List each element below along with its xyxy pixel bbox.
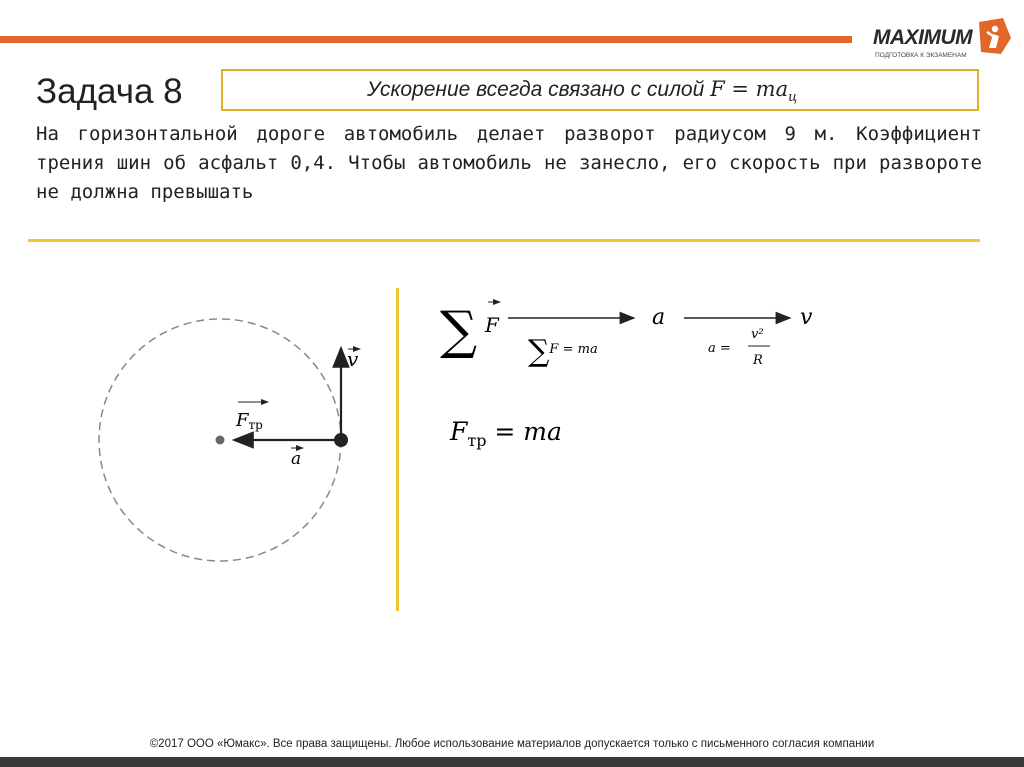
copyright-footer: ©2017 ООО «Юмакс». Все права защищены. Любое использование материалов допускается только с письменного согласия компании [149, 738, 875, 750]
key-formula-text: Ускорение всегда связано с силой [367, 78, 705, 101]
centripetal-numerator: v² [751, 327, 764, 342]
friction-equation: $F_{тр}$ = ma [450, 417, 562, 450]
logo-subtitle: ПОДГОТОВКА К ЭКЗАМЕНАМ [875, 52, 967, 59]
problem-statement: На горизонтальной дороге автомобиль делает разворот радиусом 9 м. Коэффициент трения шин об асфальт 0,4. Чтобы автомобиль не занесло, его скорость при развороте не должна превышать [36, 123, 982, 203]
velocity-symbol: v [800, 305, 813, 330]
centripetal-lhs: a = [708, 341, 731, 356]
acceleration-label: a [291, 449, 302, 469]
turn-center-point [216, 436, 225, 445]
slide-title: Задача 8 [36, 72, 183, 111]
key-formula-subscript: ц [788, 90, 798, 106]
accel-symbol: a [652, 305, 666, 330]
centripetal-denominator: R [753, 353, 763, 368]
bottom-bar [0, 757, 1024, 767]
key-formula-math: F = ma [710, 77, 789, 101]
velocity-label: v [347, 347, 359, 371]
sum-symbol: ∑ [440, 301, 478, 361]
newton-law-label: ∑F = ma [528, 334, 598, 369]
friction-force-label: Fтр [236, 410, 263, 432]
logo-wordmark: MAXIMUM [873, 26, 973, 49]
force-symbol: F [485, 313, 499, 337]
